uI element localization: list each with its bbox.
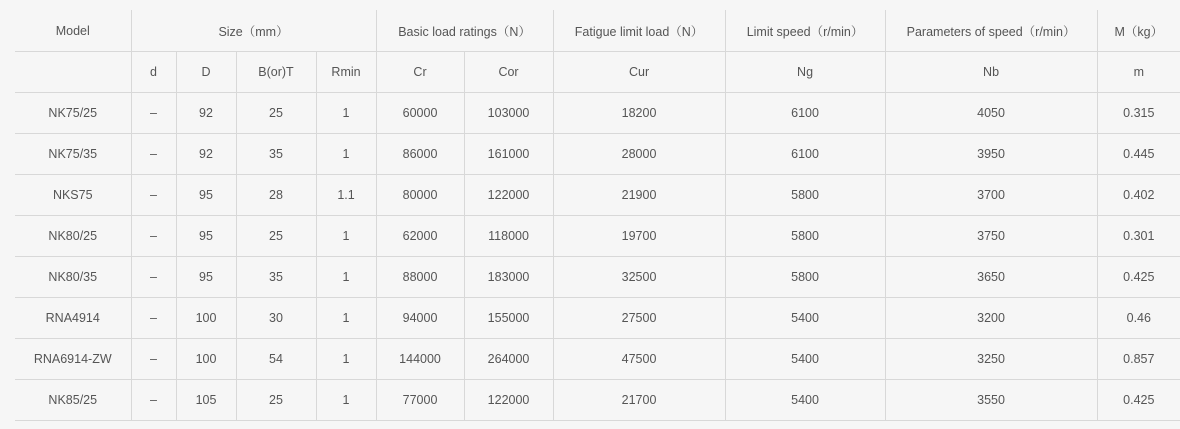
- header-parameters-of-speed: Parameters of speed（r/min）: [885, 10, 1097, 52]
- cell-outer-d: 100: [176, 339, 236, 380]
- cell-model: RNA6914-ZW: [15, 339, 131, 380]
- cell-d: –: [131, 175, 176, 216]
- cell-cor: 161000: [464, 134, 553, 175]
- cell-cur: 21700: [553, 380, 725, 421]
- cell-cur: 28000: [553, 134, 725, 175]
- subheader-mass: m: [1097, 52, 1180, 93]
- cell-rmin: 1: [316, 216, 376, 257]
- table-row: [15, 93, 1180, 134]
- cell-cor: 264000: [464, 339, 553, 380]
- table-row: [15, 380, 1180, 421]
- cell-d: –: [131, 380, 176, 421]
- cell-ng: 5400: [725, 298, 885, 339]
- cell-width: 35: [236, 257, 316, 298]
- table-body: [15, 93, 1180, 421]
- subheader-d: d: [131, 52, 176, 93]
- cell-rmin: 1: [316, 134, 376, 175]
- cell-cur: 18200: [553, 93, 725, 134]
- cell-model: NK75/25: [15, 93, 131, 134]
- cell-nb: 3950: [885, 134, 1097, 175]
- cell-outer-d: 92: [176, 93, 236, 134]
- cell-cr: 144000: [376, 339, 464, 380]
- subheader-model: [15, 52, 131, 93]
- cell-nb: 3750: [885, 216, 1097, 257]
- table-row: [15, 298, 1180, 339]
- cell-d: –: [131, 134, 176, 175]
- cell-model: NK75/35: [15, 134, 131, 175]
- table-row: [15, 257, 1180, 298]
- cell-nb: 3550: [885, 380, 1097, 421]
- cell-outer-d: 92: [176, 134, 236, 175]
- cell-model: NKS75: [15, 175, 131, 216]
- table-row: [15, 134, 1180, 175]
- subheader-width: B(or)T: [236, 52, 316, 93]
- header-fatigue-limit-load: Fatigue limit load（N）: [553, 10, 725, 52]
- subheader-row: [15, 52, 1180, 93]
- cell-width: 25: [236, 93, 316, 134]
- cell-ng: 6100: [725, 93, 885, 134]
- cell-outer-d: 95: [176, 257, 236, 298]
- subheader-cr: Cr: [376, 52, 464, 93]
- cell-cor: 183000: [464, 257, 553, 298]
- subheader-cur: Cur: [553, 52, 725, 93]
- cell-nb: 3650: [885, 257, 1097, 298]
- cell-ng: 5400: [725, 339, 885, 380]
- cell-width: 30: [236, 298, 316, 339]
- cell-rmin: 1: [316, 93, 376, 134]
- cell-width: 25: [236, 216, 316, 257]
- cell-cur: 32500: [553, 257, 725, 298]
- header-size: Size（mm）: [131, 10, 376, 52]
- cell-d: –: [131, 339, 176, 380]
- cell-width: 54: [236, 339, 316, 380]
- cell-cr: 80000: [376, 175, 464, 216]
- table-row: [15, 216, 1180, 257]
- bearing-spec-table: [15, 10, 1180, 421]
- cell-mass: 0.402: [1097, 175, 1180, 216]
- subheader-ng: Ng: [725, 52, 885, 93]
- cell-ng: 5800: [725, 257, 885, 298]
- header-basic-load-ratings: Basic load ratings（N）: [376, 10, 553, 52]
- cell-cr: 60000: [376, 93, 464, 134]
- cell-ng: 5800: [725, 175, 885, 216]
- cell-model: NK80/25: [15, 216, 131, 257]
- cell-cur: 19700: [553, 216, 725, 257]
- cell-nb: 3250: [885, 339, 1097, 380]
- cell-ng: 5800: [725, 216, 885, 257]
- cell-model: NK80/35: [15, 257, 131, 298]
- cell-model: NK85/25: [15, 380, 131, 421]
- cell-mass: 0.46: [1097, 298, 1180, 339]
- cell-model: RNA4914: [15, 298, 131, 339]
- cell-rmin: 1: [316, 257, 376, 298]
- cell-nb: 3200: [885, 298, 1097, 339]
- cell-cor: 122000: [464, 380, 553, 421]
- cell-d: –: [131, 298, 176, 339]
- header-model: Model: [15, 10, 131, 52]
- cell-outer-d: 100: [176, 298, 236, 339]
- cell-outer-d: 105: [176, 380, 236, 421]
- cell-outer-d: 95: [176, 216, 236, 257]
- cell-d: –: [131, 216, 176, 257]
- cell-cur: 47500: [553, 339, 725, 380]
- cell-cr: 86000: [376, 134, 464, 175]
- cell-ng: 6100: [725, 134, 885, 175]
- cell-mass: 0.445: [1097, 134, 1180, 175]
- cell-cr: 62000: [376, 216, 464, 257]
- cell-width: 25: [236, 380, 316, 421]
- cell-d: –: [131, 257, 176, 298]
- cell-mass: 0.425: [1097, 380, 1180, 421]
- cell-outer-d: 95: [176, 175, 236, 216]
- cell-cur: 21900: [553, 175, 725, 216]
- cell-ng: 5400: [725, 380, 885, 421]
- cell-cr: 94000: [376, 298, 464, 339]
- cell-mass: 0.301: [1097, 216, 1180, 257]
- cell-cor: 122000: [464, 175, 553, 216]
- cell-rmin: 1: [316, 380, 376, 421]
- cell-rmin: 1: [316, 298, 376, 339]
- cell-d: –: [131, 93, 176, 134]
- cell-width: 28: [236, 175, 316, 216]
- cell-nb: 3700: [885, 175, 1097, 216]
- cell-mass: 0.425: [1097, 257, 1180, 298]
- cell-rmin: 1.1: [316, 175, 376, 216]
- cell-rmin: 1: [316, 339, 376, 380]
- table-row: [15, 175, 1180, 216]
- subheader-cor: Cor: [464, 52, 553, 93]
- cell-cor: 103000: [464, 93, 553, 134]
- cell-cor: 118000: [464, 216, 553, 257]
- table-row: [15, 339, 1180, 380]
- cell-width: 35: [236, 134, 316, 175]
- header-mass: M（kg）: [1097, 10, 1180, 52]
- subheader-outer-d: D: [176, 52, 236, 93]
- header-limit-speed: Limit speed（r/min）: [725, 10, 885, 52]
- cell-cur: 27500: [553, 298, 725, 339]
- cell-mass: 0.315: [1097, 93, 1180, 134]
- header-row: [15, 10, 1180, 52]
- cell-mass: 0.857: [1097, 339, 1180, 380]
- cell-cr: 88000: [376, 257, 464, 298]
- subheader-rmin: Rmin: [316, 52, 376, 93]
- subheader-nb: Nb: [885, 52, 1097, 93]
- cell-cr: 77000: [376, 380, 464, 421]
- cell-nb: 4050: [885, 93, 1097, 134]
- cell-cor: 155000: [464, 298, 553, 339]
